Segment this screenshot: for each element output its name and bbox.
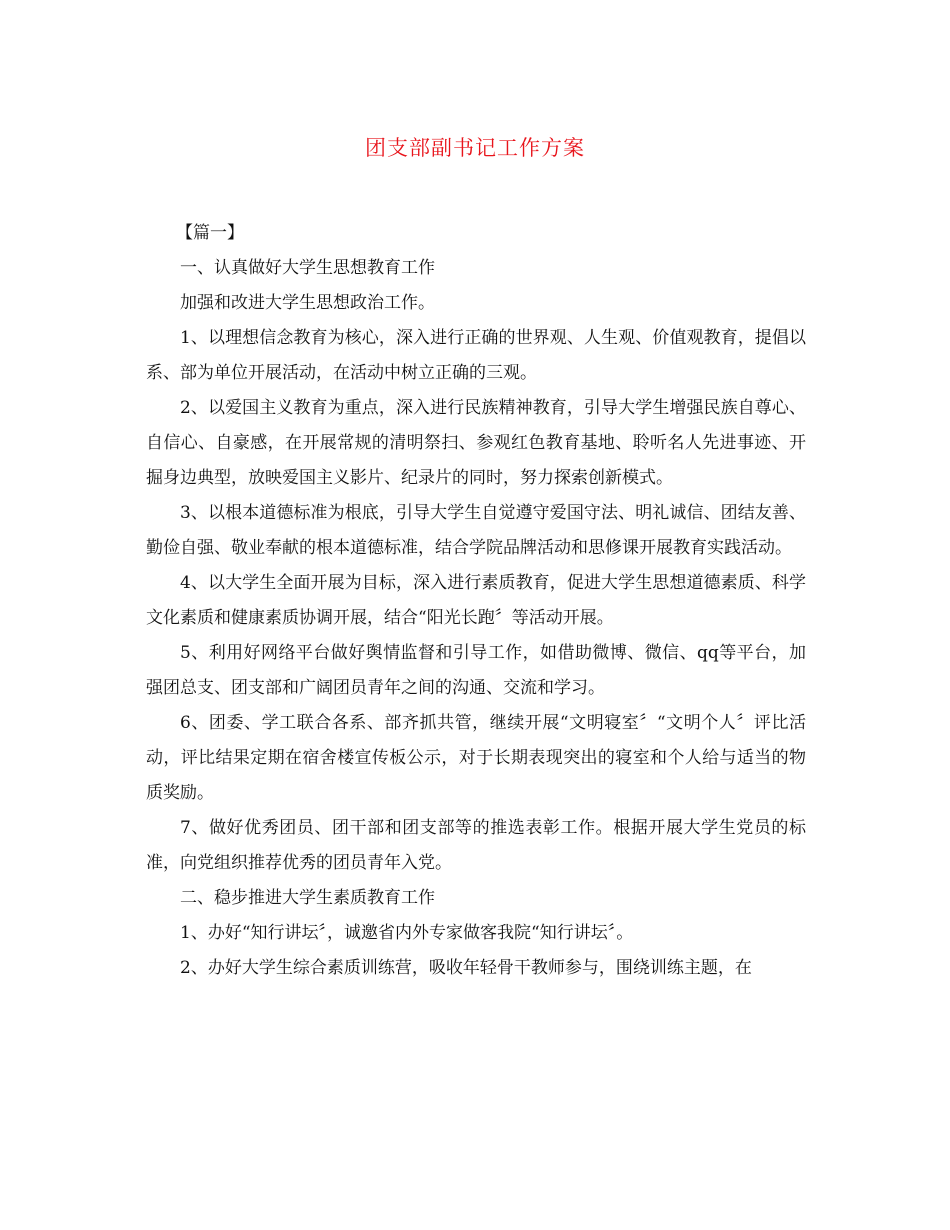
paragraph: 6、团委、学工联合各系、部齐抓共管，继续开展“文明寝室〞“文明个人〞评比活动，评比结果定期在宿舍楼宣传板公示，对于长期表现突出的寝室和个人给与适当的物质奖励。 [146, 713, 806, 803]
paragraph: 1、以理想信念教育为核心，深入进行正确的世界观、人生观、价值观教育，提倡以系、部为单位开展活动，在活动中树立正确的三观。 [146, 328, 806, 383]
paragraph: 2、办好大学生综合素质训练营，吸收年轻骨干教师参与，围绕训练主题，在 [180, 958, 752, 978]
heading-2: 二、稳步推进大学生素质教育工作 [180, 888, 435, 908]
paragraph: 2、以爱国主义教育为重点，深入进行民族精神教育，引导大学生增强民族自尊心、自信心、自豪感，在开展常规的清明祭扫、参观红色教育基地、聆听名人先进事迹、开掘身边典型，放映爱国主义影片、纪录片的同时，努力探索创新模式。 [146, 398, 806, 488]
paragraph: 5、利用好网络平台做好舆情监督和引导工作，如借助微博、微信、qq等平台，加强团总支、团支部和广阔团员青年之间的沟通、交流和学习。 [146, 643, 806, 698]
document-body [146, 216, 806, 986]
document-title: 团支部副书记工作方案 [365, 136, 585, 160]
paragraph: 4、以大学生全面开展为目标，深入进行素质教育，促进大学生思想道德素质、科学文化素质和健康素质协调开展，结合“阳光长跑〞等活动开展。 [146, 573, 806, 628]
section-tag: 【篇一】 [176, 223, 244, 243]
paragraph: 7、做好优秀团员、团干部和团支部等的推选表彰工作。根据开展大学生党员的标准，向党组织推荐优秀的团员青年入党。 [146, 818, 806, 873]
paragraph: 1、办好“知行讲坛〞，诚邀省内外专家做客我院“知行讲坛〞。 [180, 923, 634, 943]
heading-1: 一、认真做好大学生思想教育工作 [180, 258, 435, 278]
paragraph: 加强和改进大学生思想政治工作。 [180, 293, 435, 313]
paragraph: 3、以根本道德标准为根底，引导大学生自觉遵守爱国守法、明礼诚信、团结友善、勤俭自强、敬业奉献的根本道德标准，结合学院品牌活动和思修课开展教育实践活动。 [146, 503, 806, 558]
